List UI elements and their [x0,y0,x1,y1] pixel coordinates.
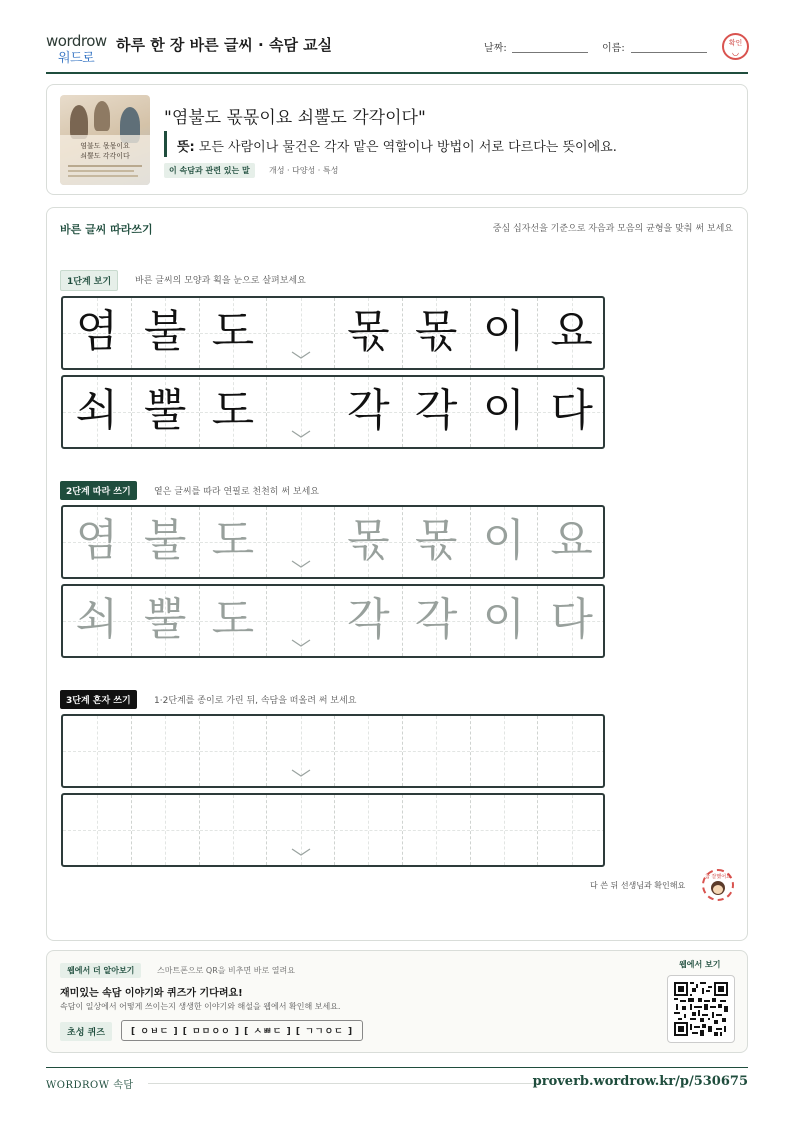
model-character: 각 [347,385,390,436]
stage2-row-1[interactable] [61,505,605,579]
logo-wordmark: wordrow [46,32,107,50]
writing-cell [334,298,402,368]
writing-cell[interactable] [199,586,267,656]
space-marker-icon [291,559,311,569]
trace-character: 불 [143,515,187,566]
space-marker-icon [291,768,311,778]
writing-cell [63,377,131,447]
name-field[interactable] [631,52,707,53]
space-marker-icon [291,350,311,360]
writing-cell[interactable] [470,716,538,786]
space-marker-icon [291,638,311,648]
writing-cell [537,298,605,368]
web-more-tag: 웹에서 더 알아보기 [60,963,141,978]
confirm-stamp [722,33,749,60]
stamp-face-icon: ◡ [732,48,739,57]
space-marker-icon [291,847,311,857]
stage1-desc: 바른 글씨의 모양과 획을 눈으로 살펴보세요 [135,276,306,286]
web-hint: 스마트폰으로 QR을 비추면 바로 열려요 [157,966,295,975]
writing-cell [334,377,402,447]
practice-card [46,207,748,941]
writing-cell[interactable] [334,586,402,656]
writing-cell [131,377,199,447]
writing-cell[interactable] [63,795,131,865]
person-figure [94,101,110,131]
name-label: 이름: [602,43,625,54]
trace-character: 뿔 [143,594,187,645]
model-character: 도 [211,385,255,436]
trace-character: 도 [211,594,255,645]
stage1-row-2 [61,375,605,449]
stamp-text: 확인 [728,39,743,47]
web-description: 속담이 일상에서 어떻게 쓰이는지 생생한 이야기와 해설을 웹에서 확인해 보세요. [60,1002,341,1011]
writing-cell[interactable] [63,507,131,577]
stage2-tag: 2단계 따라 쓰기 [60,481,137,500]
writing-cell[interactable] [470,507,538,577]
writing-cell[interactable] [470,586,538,656]
person-figure [70,105,88,139]
writing-cell [402,298,470,368]
writing-cell[interactable] [131,716,199,786]
space-marker-icon [291,429,311,439]
writing-cell[interactable] [199,507,267,577]
model-character: 이 [482,385,526,436]
date-label: 날짜: [484,43,507,54]
writing-cell[interactable] [402,507,470,577]
stage1-tag: 1단계 보기 [60,270,118,291]
writing-cell [402,377,470,447]
wordrow-logo [46,32,110,64]
trace-character: 각 [347,594,390,645]
illustration-line [68,170,134,172]
writing-cell [199,377,267,447]
qr-label: 웹에서 보기 [679,960,721,969]
practice-title: 바른 글씨 따라쓰기 [60,223,153,236]
writing-cell[interactable] [334,507,402,577]
web-headline: 재미있는 속담 이야기와 퀴즈가 기다려요! [60,988,243,999]
illustration-line [68,165,142,167]
meaning-label: 뜻: [177,140,195,155]
trace-character: 다 [550,594,593,645]
thumbnail-caption-1: 염불도 몫몫이요 [80,142,130,150]
writing-cell[interactable] [199,716,267,786]
trace-character: 염 [75,515,119,566]
web-card [46,950,748,1053]
writing-cell[interactable] [63,586,131,656]
writing-cell [199,298,267,368]
related-words: 개성 · 다양성 · 특성 [269,166,339,175]
writing-cell[interactable] [402,586,470,656]
model-character: 각 [414,385,458,436]
model-character: 몫 [414,306,458,357]
writing-cell[interactable] [131,507,199,577]
space-cell [266,377,334,447]
page-title: 하루 한 장 바른 글씨 · 속담 교실 [116,36,333,54]
page-header [46,30,748,74]
stage2-desc: 옅은 글씨를 따라 연필로 천천히 써 보세요 [154,487,319,497]
proverb-illustration [60,95,150,185]
stage1-row-1 [61,296,605,370]
writing-cell[interactable] [334,716,402,786]
proverb-title: "염불도 몫몫이요 쇠뿔도 각각이다" [164,108,426,128]
good-job-stamp-text: 참 잘했어요 [705,874,731,880]
writing-cell[interactable] [131,795,199,865]
logo-korean: 워드로 [58,51,95,66]
space-cell[interactable] [266,795,334,865]
writing-cell[interactable] [402,716,470,786]
related-words-tag: 이 속담과 관련 있는 말 [164,163,255,178]
model-character: 이 [482,306,526,357]
writing-cell[interactable] [334,795,402,865]
qr-code-icon [674,982,728,1036]
writing-cell[interactable] [537,586,605,656]
writing-cell[interactable] [537,507,605,577]
writing-cell [131,298,199,368]
proverb-card [46,84,748,195]
writing-cell[interactable] [537,716,605,786]
smiling-child-icon [711,881,725,895]
model-character: 쇠 [75,385,119,436]
date-field[interactable] [512,52,588,53]
teacher-check-note: 다 쓴 뒤 선생님과 확인해요 [590,881,686,890]
trace-character: 몫 [414,515,458,566]
space-cell[interactable] [266,507,334,577]
trace-character: 도 [211,515,255,566]
writing-cell[interactable] [537,795,605,865]
trace-character: 요 [550,515,593,566]
trace-character: 몫 [347,515,390,566]
writing-cell [63,298,131,368]
model-character: 염 [75,306,119,357]
writing-cell[interactable] [402,795,470,865]
writing-cell[interactable] [470,795,538,865]
space-cell [266,298,334,368]
proverb-meaning [164,131,617,157]
meaning-text: 모든 사람이나 물건은 각자 맡은 역할이나 방법이 서로 다르다는 뜻이에요. [198,140,617,155]
model-character: 몫 [347,306,390,357]
model-character: 도 [211,306,255,357]
initial-quiz-tag: 초성 퀴즈 [60,1022,112,1041]
footer-rule [148,1083,540,1084]
footer-divider [46,1067,748,1068]
footer-url[interactable]: proverb.wordrow.kr/p/530675 [532,1074,748,1089]
model-character: 불 [143,306,187,357]
writing-cell[interactable] [199,795,267,865]
thumbnail-caption-2: 쇠뿔도 각각이다 [80,152,130,160]
initial-quiz-box: [ ㅇㅂㄷ ] [ ㅁㅁㅇㅇ ] [ ㅅㅃㄷ ] [ ㄱㄱㅇㄷ ] [121,1020,363,1041]
trace-character: 이 [482,594,526,645]
footer-brand: WORDROW 속담 [46,1080,134,1091]
stage2-row-2[interactable] [61,584,605,658]
stage3-desc: 1·2단계를 종이로 가린 뒤, 속담을 떠올려 써 보세요 [154,696,357,706]
writing-cell[interactable] [63,716,131,786]
space-cell[interactable] [266,716,334,786]
space-cell[interactable] [266,586,334,656]
illustration-line [68,175,138,177]
model-character: 요 [550,306,593,357]
trace-character: 쇠 [75,594,119,645]
trace-character: 이 [482,515,526,566]
trace-character: 각 [414,594,458,645]
stage3-row-1[interactable] [61,714,605,788]
writing-cell [470,377,538,447]
good-job-stamp [702,869,734,901]
face-icon [713,885,723,894]
writing-cell [470,298,538,368]
writing-cell [537,377,605,447]
stage3-tag: 3단계 혼자 쓰기 [60,690,137,709]
model-character: 뿔 [143,385,187,436]
model-character: 다 [550,385,593,436]
practice-note: 중심 십자선을 기준으로 자음과 모음의 균형을 맞춰 써 보세요 [492,224,733,234]
stage3-row-2[interactable] [61,793,605,867]
writing-cell[interactable] [131,586,199,656]
qr-code[interactable] [667,975,735,1043]
